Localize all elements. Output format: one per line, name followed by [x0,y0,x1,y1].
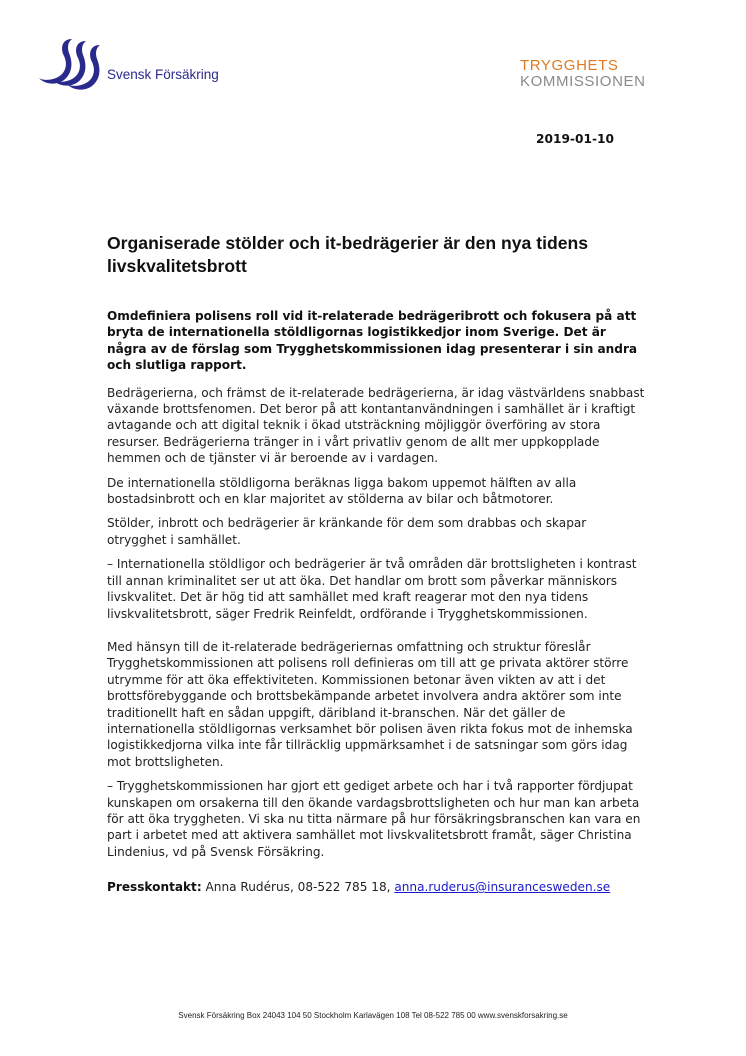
press-contact [107,879,647,895]
document-date: 2019-01-10 [536,132,614,146]
svensk-forsakring-logo-text: Svensk Försäkring [107,67,219,82]
body-paragraph: Stölder, inbrott och bedrägerier är kränkande för dem som drabbas och skapar otrygghet i samhället. [107,516,587,547]
press-contact-label: Presskontakt: [107,880,202,895]
press-release-body [107,232,647,908]
page-title: Organiserade stölder och it-bedrägerier är den nya tidens livskvalitetsbrott [107,233,589,276]
trygghetskommissionen-logo-line1: TRYGGHETS [520,57,619,74]
trygghetskommissionen-logo [520,58,650,90]
page-footer: Svensk Försäkring Box 24043 104 50 Stockholm Karlavägen 108 Tel 08-522 785 00 www.svenskforsakring.se [178,1011,568,1020]
quote-reinfeldt: – Internationella stöldligor och bedrägerier är två områden där brottsligheten i kontrast till annan kriminalitet ser ut att öka. Det handlar om brott som påverkar människors livskvalitet. Det är hög tid att samhället med kraft reagerar mot den nya tidens livskvalitetsbrott, säger Fredrik Reinfeldt, ordförande i Trygghetskommissionen. [107,557,637,621]
body-paragraph: Med hänsyn till de it-relaterade bedrägeriernas omfattning och struktur föreslår Trygghetskommissionen att polisens roll definieras om till att ge privata aktörer större utrymme för att öka effektiviteten. Kommissionen betonar även vikten av att i det brottsförebyggande och brottsbekämpande arbetet involvera andra aktörer som inte traditionellt haft en sådan uppgift, däribland it-branschen. När det gäller de internationella stöldligornas verksamhet bör polisen även rikta fokus mot de inhemska logistikkedjorna vilka inte får tillräcklig uppmärksamhet i de satsningar som görs idag mot brottsligheten. [107,639,633,769]
svensk-forsakring-logo [38,36,228,96]
body-paragraph: Bedrägerierna, och främst de it-relaterade bedrägerierna, är idag västvärldens snabbast växande brottsfenomen. Det beror på att kontantanvändningen i samhället är i kraftigt avtagande och att digital teknik i ökad utsträckning möjliggör överföring av stora resurser. Bedrägerierna tränger in i vårt privatliv genom de allt mer uppkopplade hemmen och de tjänster vi är beroende av i vardagen. [107,385,645,466]
quote-lindenius: – Trygghetskommissionen har gjort ett gediget arbete och har i två rapporter fördjupat kunskapen om orsakerna till den ökande vardagsbrottsligheten och hur man kan arbeta för att öka tryggheten. Vi ska nu titta närmare på hur försäkringsbranschen kan vara en part i arbetet med att aktivera samhället mot livskvalitetsbrott framåt, säger Christina Lindenius, vd på Svensk Försäkring. [107,779,641,859]
press-contact-details: Anna Rudérus, 08-522 785 18, [201,880,395,895]
body-paragraph: De internationella stöldligorna beräknas ligga bakom uppemot hälften av alla bostadsinbrott och en klar majoritet av stölderna av bilar och båtmotorer. [107,475,577,507]
trygghetskommissionen-logo-line2: KOMMISSIONEN [520,73,646,90]
svensk-forsakring-wave-icon [38,36,108,96]
lead-paragraph: Omdefiniera polisens roll vid it-relaterade bedrägeribrott och fokusera på att bryta de internationella stöldligornas logistikkedjor inom Sverige. Det är några av de förslag som Trygghetskommissionen idag presenterar i sin andra och slutliga rapport. [107,309,638,373]
press-contact-email-link[interactable]: anna.ruderus@insurancesweden.se [394,880,611,895]
